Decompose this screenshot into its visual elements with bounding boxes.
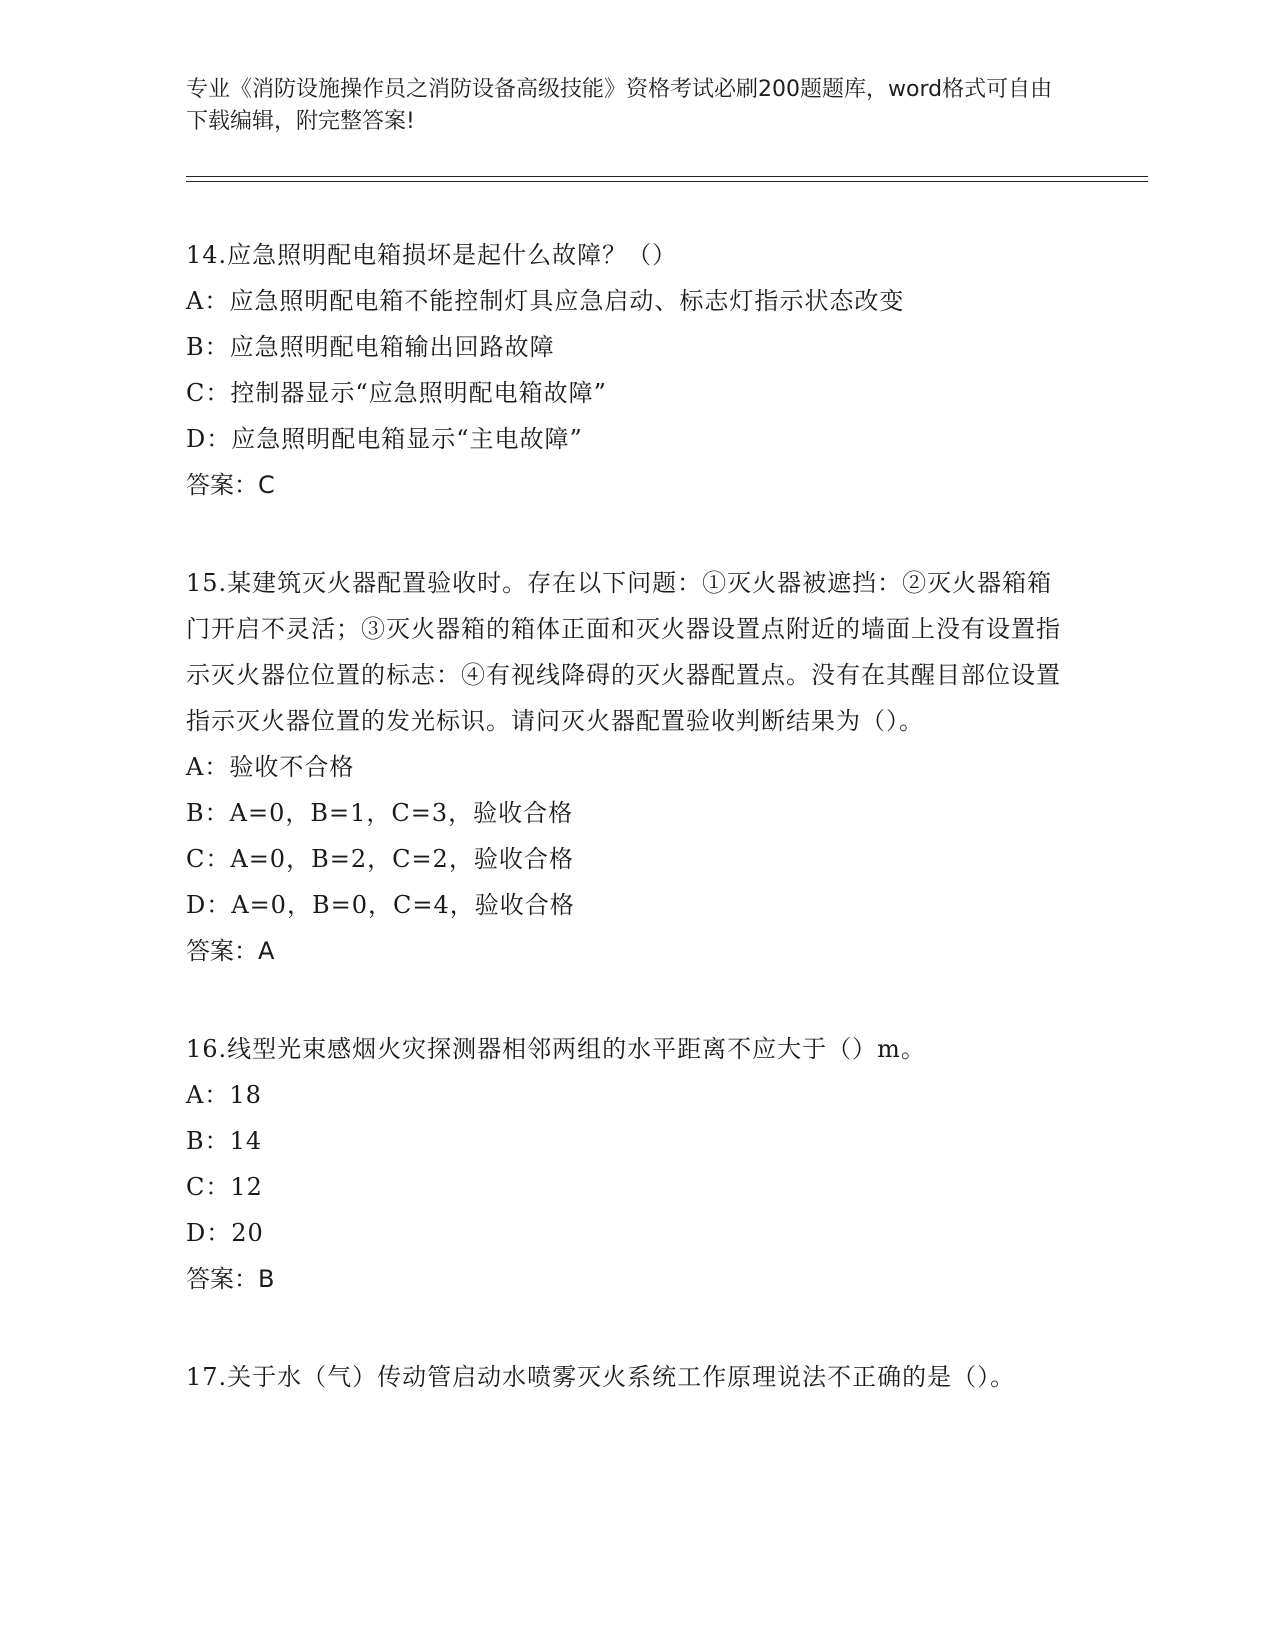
option-a: A：验收不合格 [186,753,355,781]
option-c: C：A=0，B=2，C=2，验收合格 [186,845,574,873]
option-d: D：应急照明配电箱显示“主电故障” [186,425,583,453]
question-stem: 17.关于水（气）传动管启动水喷雾灭火系统工作原理说法不正确的是（）。 [186,1363,1016,1391]
question-list [186,232,1076,1452]
option-d: D：20 [186,1219,264,1247]
document-header: 专业《消防设施操作员之消防设备高级技能》资格考试必刷200题题库，word格式可自由下载编辑，附完整答案! [186,77,1053,134]
header-divider-bottom [186,181,1148,182]
question-stem: 16.线型光束感烟火灾探测器相邻两组的水平距离不应大于（）m。 [186,1035,926,1063]
question-17 [186,1354,1076,1400]
option-d: D：A=0，B=0，C=4，验收合格 [186,891,575,919]
header-divider-top [186,176,1148,177]
option-b: B：A=0，B=1，C=3，验收合格 [186,799,574,827]
answer-line: 答案：C [186,471,275,499]
option-a: A：应急照明配电箱不能控制灯具应急启动、标志灯指示状态改变 [186,287,905,315]
question-14 [186,232,1076,508]
answer-line: 答案：A [186,937,275,965]
question-stem: 14.应急照明配电箱损坏是起什么故障？（） [186,241,678,269]
question-15 [186,560,1076,974]
option-b: B：14 [186,1127,263,1155]
answer-line: 答案：B [186,1265,275,1293]
option-a: A：18 [186,1081,262,1109]
option-c: C：控制器显示“应急照明配电箱故障” [186,379,607,407]
question-16 [186,1026,1076,1302]
option-c: C：12 [186,1173,263,1201]
option-b: B：应急照明配电箱输出回路故障 [186,333,555,361]
question-stem: 15.某建筑灭火器配置验收时。存在以下问题：①灭火器被遮挡：②灭火器箱箱门开启不灵活；③灭火器箱的箱体正面和灭火器设置点附近的墙面上没有设置指示灭火器位位置的标志：④有视线降碍的灭火器配置点。没有在其醒目部位设置指示灭火器位置的发光标识。请问灭火器配置验收判断结果为（）。 [186,569,1061,735]
